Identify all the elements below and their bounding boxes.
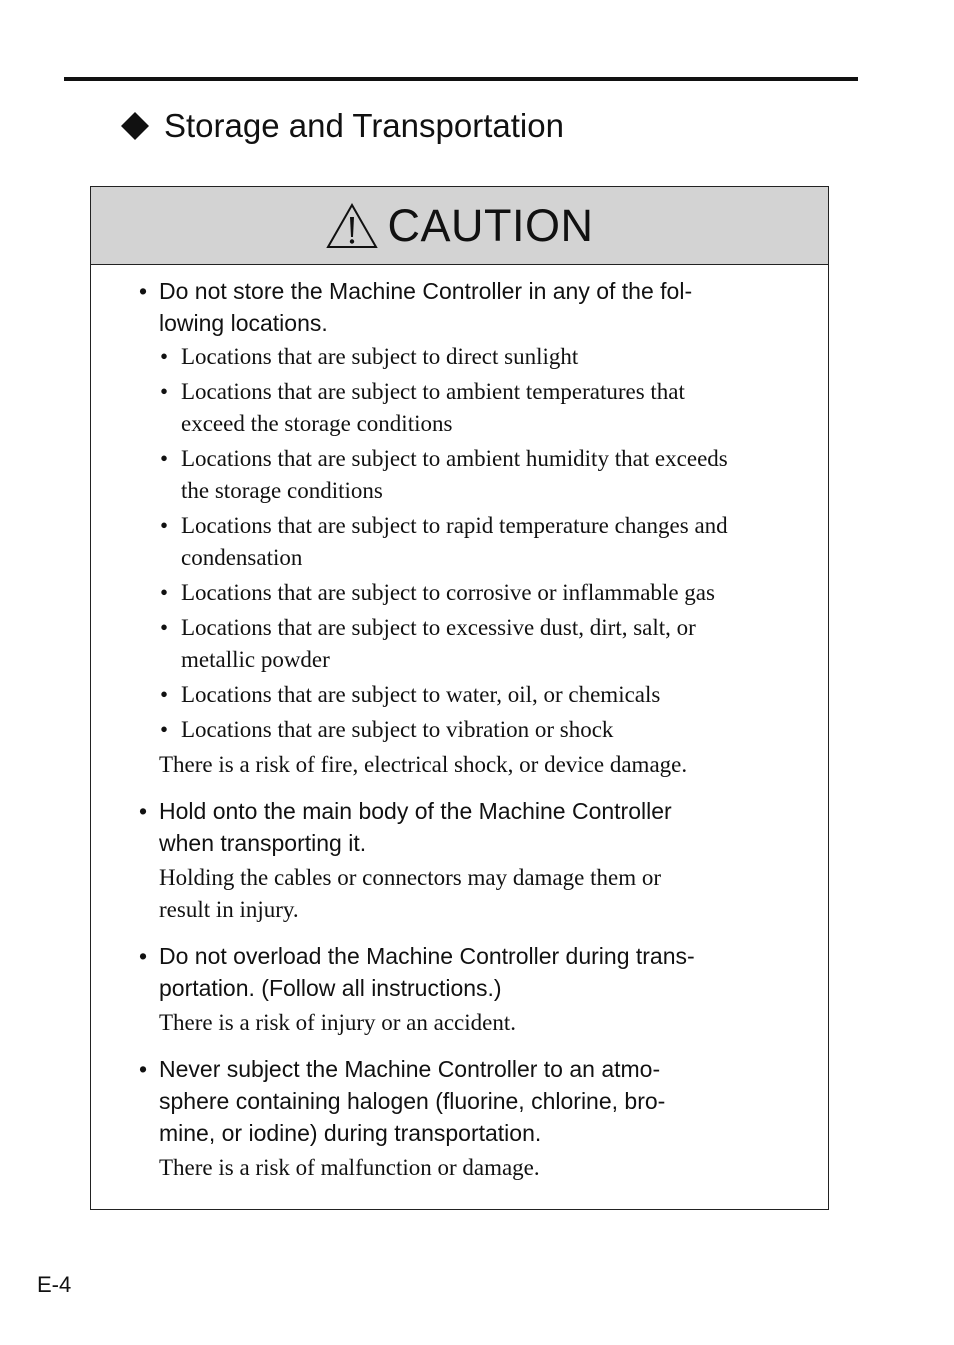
caution-item xyxy=(135,1053,798,1184)
caution-item-text-line: mine, or iodine) during transportation. xyxy=(159,1120,542,1146)
sub-list-item-text-line: Locations that are subject to direct sunlight xyxy=(181,344,579,369)
caution-item-text-line: Do not store the Machine Controller in any of the fol- xyxy=(159,278,693,304)
caution-item-note-line: There is a risk of injury or an accident. xyxy=(159,1010,517,1035)
sub-list-item xyxy=(159,679,798,711)
sub-list-item-text-line: Locations that are subject to rapid temperature changes and xyxy=(181,513,728,538)
caution-body xyxy=(91,265,828,1184)
caution-item-note-line: There is a risk of malfunction or damage. xyxy=(159,1155,540,1180)
caution-item xyxy=(135,275,798,781)
diamond-bullet-icon xyxy=(120,111,150,141)
sub-bullet-icon: • xyxy=(160,513,169,538)
caution-item-text-line: sphere containing halogen (fluorine, chlorine, bro- xyxy=(159,1088,666,1114)
warning-triangle-icon xyxy=(326,203,378,249)
sub-list-item-text-line: the storage conditions xyxy=(181,478,383,503)
bullet-icon: • xyxy=(139,798,148,824)
sub-list-item xyxy=(159,577,798,609)
caution-item-note-line: result in injury. xyxy=(159,897,299,922)
caution-item-text-line: Never subject the Machine Controller to an atmo- xyxy=(159,1056,661,1082)
sub-list-item-text-line: condensation xyxy=(181,545,303,570)
sub-list-item xyxy=(159,714,798,746)
sub-bullet-icon: • xyxy=(160,446,169,471)
bullet-icon: • xyxy=(139,1056,148,1082)
sub-bullet-icon: • xyxy=(160,717,169,742)
sub-list-item-text-line: Locations that are subject to water, oil, or chemicals xyxy=(181,682,661,707)
caution-item-note-line: There is a risk of fire, electrical shock, or device damage. xyxy=(159,752,688,777)
caution-item-text-line: when transporting it. xyxy=(159,830,367,856)
sub-bullet-icon: • xyxy=(160,615,169,640)
sub-list xyxy=(159,341,798,746)
sub-list-item-text-line: Locations that are subject to corrosive or inflammable gas xyxy=(181,580,715,605)
caution-item xyxy=(135,940,798,1039)
caution-item-text-line: Do not overload the Machine Controller during trans- xyxy=(159,943,695,969)
sub-list-item xyxy=(159,510,798,574)
caution-item-note xyxy=(159,749,798,781)
sub-list-item-text-line: Locations that are subject to vibration or shock xyxy=(181,717,614,742)
bullet-icon: • xyxy=(139,943,148,969)
sub-list-item-text-line: Locations that are subject to ambient humidity that exceeds xyxy=(181,446,728,471)
caution-item xyxy=(135,795,798,926)
caution-item-note xyxy=(159,1007,798,1039)
sub-list-item-text-line: metallic powder xyxy=(181,647,330,672)
section-heading-text: Storage and Transportation xyxy=(164,107,564,144)
sub-list-item xyxy=(159,341,798,373)
top-rule xyxy=(64,77,858,81)
caution-header xyxy=(91,187,828,265)
section-heading xyxy=(120,103,564,149)
caution-item-note-line: Holding the cables or connectors may damage them or xyxy=(159,865,662,890)
sub-list-item xyxy=(159,612,798,676)
sub-list-item xyxy=(159,443,798,507)
sub-bullet-icon: • xyxy=(160,379,169,404)
caution-item-text-line: Hold onto the main body of the Machine Controller xyxy=(159,798,672,824)
caution-item-text-line: lowing locations. xyxy=(159,310,328,336)
page-number: E-4 xyxy=(37,1272,72,1297)
caution-item-note xyxy=(159,1152,798,1184)
caution-box xyxy=(90,186,829,1210)
bullet-icon: • xyxy=(139,278,148,304)
sub-bullet-icon: • xyxy=(160,580,169,605)
sub-list-item-text-line: Locations that are subject to excessive dust, dirt, salt, or xyxy=(181,615,696,640)
sub-list-item xyxy=(159,376,798,440)
caution-title: CAUTION xyxy=(387,199,594,251)
sub-bullet-icon: • xyxy=(160,682,169,707)
sub-bullet-icon: • xyxy=(160,344,169,369)
caution-item-note xyxy=(159,862,798,926)
sub-list-item-text-line: Locations that are subject to ambient temperatures that xyxy=(181,379,685,404)
caution-item-text-line: portation. (Follow all instructions.) xyxy=(159,975,502,1001)
sub-list-item-text-line: exceed the storage conditions xyxy=(181,411,453,436)
